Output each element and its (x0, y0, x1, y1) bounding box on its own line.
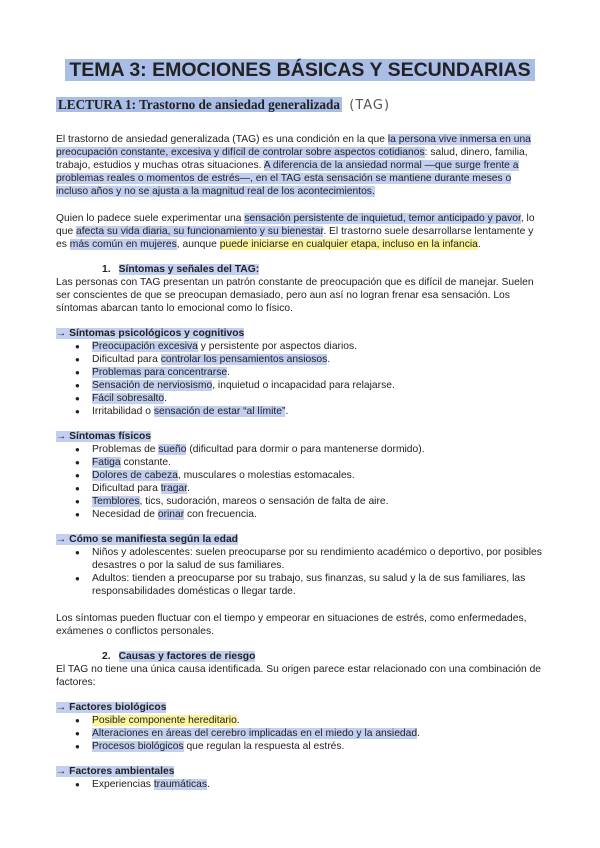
list-item: ● Sensación de nerviosismo, inquietud o incapacidad para relajarse. (56, 379, 544, 392)
list-item: ● Fácil sobresalto. (56, 392, 544, 405)
list-item: ● Adultos: tienden a preocuparse por su trabajo, sus finanzas, su salud y la de sus familiares, las responsabilidades domésticas o llegar tarde. (56, 572, 544, 598)
psych-symptoms-list (56, 340, 544, 418)
list-item: ● Dolores de cabeza, musculares o molestias estomacales. (56, 469, 544, 482)
intro-paragraph-2: Quien lo padece suele experimentar una sensación persistente de inquietud, temor anticipado y pavor, lo que afecta su vida diaria, su funcionamiento y su bienestar. El trastorno suele desarrollarse lentamente y es más común en mujeres, aunque puede iniciarse en cualquier etapa, incluso en la infancia. (56, 213, 535, 250)
list-item: ● Procesos biológicos que regulan la respuesta al estrés. (56, 740, 544, 753)
bio-factors-list (56, 714, 544, 753)
lecture-title: LECTURA 1: Trastorno de ansiedad generalizada (58, 97, 340, 112)
env-factors-heading: → Factores ambientales (56, 766, 175, 777)
fluctuation-paragraph: Los síntomas pueden fluctuar con el tiempo y empeorar en situaciones de estrés, como enfermedades, exámenes o conflictos personales. (56, 613, 527, 637)
list-item: ● Experiencias traumáticas. (56, 778, 544, 791)
section-1-heading: 1. Síntomas y señales del TAG: (102, 264, 260, 275)
handwritten-note: (TAG) (349, 98, 391, 113)
env-factors-list (56, 778, 544, 791)
list-item: ● Dificultad para tragar. (56, 482, 544, 495)
list-item: ● Problemas para concentrarse. (56, 366, 544, 379)
section-2-heading: 2. Causas y factores de riesgo (102, 651, 256, 662)
age-heading: → Cómo se manifiesta según la edad (56, 534, 238, 545)
page-title: TEMA 3: EMOCIONES BÁSICAS Y SECUNDARIAS (56, 0, 544, 83)
list-item: ● Alteraciones en áreas del cerebro implicadas en el miedo y la ansiedad. (56, 727, 544, 740)
list-item: ● Posible componente hereditario. (56, 714, 544, 727)
lecture-heading (56, 95, 544, 115)
list-item: ● Fatiga constante. (56, 456, 544, 469)
intro-paragraph-1: El trastorno de ansiedad generalizada (TAG) es una condición en la que la persona vive inmersa en una preocupación constante, excesiva y difícil de controlar sobre aspectos cotidianos: salud, dinero, familia, trabajo, estudios y muchas otras situaciones. A diferencia de la ansiedad normal —que surge frente a problemas reales o momentos de estrés—, en el TAG esta sensación se mantiene durante meses o incluso años y no se ajusta a la magnitud real de los acontecimientos. (56, 134, 531, 197)
list-item: ● Irritabilidad o sensación de estar “al límite”. (56, 405, 544, 418)
physical-symptoms-heading: → Síntomas físicos (56, 431, 151, 442)
section-1-text: Las personas con TAG presentan un patrón constante de preocupación que es difícil de manejar. Suelen ser conscientes de que se preocupan demasiado, pero aun así no logran frenar esa sensación. Los síntomas abarcan tanto lo emocional como lo físico. (56, 277, 534, 314)
list-item: ● Temblores, tics, sudoración, mareos o sensación de falta de aire. (56, 495, 544, 508)
bio-factors-heading: → Factores biológicos (56, 702, 167, 713)
age-list (56, 546, 544, 598)
list-item: ● Problemas de sueño (dificultad para dormir o para mantenerse dormido). (56, 443, 544, 456)
list-item: ● Dificultad para controlar los pensamientos ansiosos. (56, 353, 544, 366)
list-item: ● Necesidad de orinar con frecuencia. (56, 508, 544, 521)
list-item: ● Niños y adolescentes: suelen preocuparse por su rendimiento académico o deportivo, por posibles desastres o por la salud de sus familiares. (56, 546, 544, 572)
list-item: ● Preocupación excesiva y persistente por aspectos diarios. (56, 340, 544, 353)
physical-symptoms-list (56, 443, 544, 521)
section-2-text: El TAG no tiene una única causa identificada. Su origen parece estar relacionado con una combinación de factores: (56, 664, 542, 688)
psych-symptoms-heading: → Síntomas psicológicos y cognitivos (56, 328, 245, 339)
